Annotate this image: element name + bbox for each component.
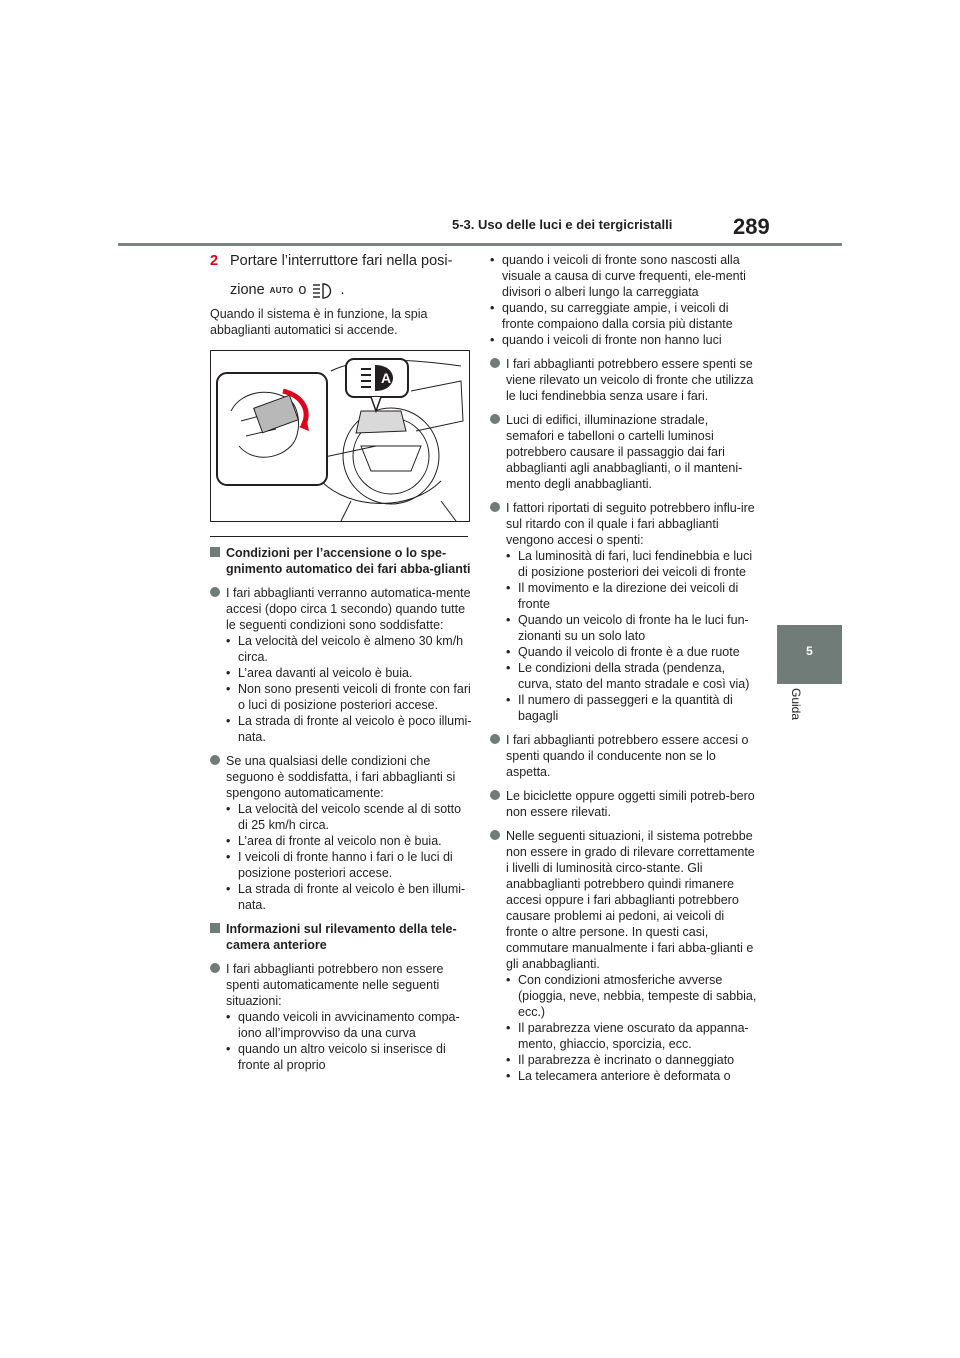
heading-text: Condizioni per l’accensione o lo spe-gnimento automatico dei fari abba-glianti (226, 546, 471, 576)
bullet-on-conditions: I fari abbaglianti verranno automatica-mente accesi (dopo circa 1 secondo) quando tutte le seguenti condizioni sono soddisfatte: • La velocità del veicolo è almeno 30 km/h circa. • L’area davanti al veicolo è buia. • Non sono presenti veicoli di fronte con fari o luci di posizione posteriori accese. • La strada di fronte al veicolo è poco illumi-nata. (210, 585, 472, 745)
indicator-note: Quando il sistema è in funzione, la spia abbaglianti automatici si accende. (210, 307, 428, 337)
bullet-ambient-lights (490, 412, 758, 492)
illustration-drawing (211, 351, 469, 521)
list-item: Il movimento e la direzione dei veicoli di fronte (518, 581, 739, 611)
bullet-dot-icon (490, 790, 500, 800)
list-item: Con condizioni atmosferiche avverse (pioggia, neve, nebbia, tempeste di sabbia, ecc.) (518, 973, 757, 1019)
list-item: Non sono presenti veicoli di fronte con fari o luci di posizione posteriori accese. (238, 682, 471, 712)
bullet-text: Luci di edifici, illuminazione stradale, semafori e tabelloni o cartelli luminosi potrebbero causare il passaggio dai fari abbaglianti agli anabbaglianti, o il manteni-mento degli anabbaglianti. (506, 413, 743, 491)
chapter-number: 5 (806, 644, 813, 658)
step-line-1: Portare l’interruttore fari nella posi- (230, 253, 453, 269)
list-item: La velocità del veicolo scende al di sotto di 25 km/h circa. (238, 802, 462, 832)
right-column: • quando i veicoli di fronte sono nascosti alla visuale a causa di curve frequenti, ele-menti divisori o alberi lungo la carreggiata • quando, su carreggiate ampie, i veicoli di fronte compaiono dalla corsia più distante • quando i veicoli di fronte non hanno luci I fari abbaglianti potrebbero essere spenti se viene rilevato un veicolo di fronte che utilizza le luci fendinebbia senza usare i fari. Luci di edifici, illuminazione stradale, semafori e tabelloni o cartelli luminosi potrebbero causare il passaggio dai fari abbaglianti agli anabbaglianti, o il manteni-mento degli anabbaglianti. I fattori riportati di seguito potrebbero influ-ire sul ritardo con il quale i fari abbaglianti vengono accesi o spenti: • La luminosità di fari, luci fendinebbia e luci di posizione posteriori dei veicoli di fronte • Il movimento e la direzione dei veicoli di fronte • Quando un veicolo di fronte ha le luci fun-zionanti su un solo lato • Quando il veicolo di fronte è a due ruote • Le condizioni della strada (pendenza, curva, stato del manto stradale e così via) • Il numero di passeggeri e la quantità di bagagli I fari abbaglianti potrebbero essere accesi o spenti quando il conducente non se lo aspetta. Le biciclette oppure oggetti simili potreb-bero non essere rilevati. Nelle seguenti situazioni, il sistema potrebbe non essere in grado di rilevare correttamente i livelli di luminosità circo-stante. Gli anabbaglianti potrebbero quindi rimanere accesi oppure i fari abbaglianti potrebbero causare problemi ai pedoni, ai veicoli di fronte o altre persone. In questi casi, commutare manualmente i fari abba-glianti e gli anabbaglianti. • Con condizioni atmosferiche avverse (pioggia, neve, nebbia, tempeste di sabbia, ecc.) • Il parabrezza viene oscurato da appanna-mento, ghiaccio, sporcizia, ecc. • Il parabrezza è incrinato o danneggiato • La telecamera anteriore è deformata o (490, 253, 757, 1083)
list-item: Il parabrezza è incrinato o danneggiato (518, 1053, 735, 1067)
auto-high-beam-icon (311, 282, 335, 300)
bullet-dot-icon (490, 830, 500, 840)
headlight-switch-illustration (210, 350, 470, 522)
left-column (210, 252, 472, 1081)
list-item: Quando un veicolo di fronte ha le luci fun-zionanti su un solo lato (518, 613, 749, 643)
list-item: L’area di fronte al veicolo non è buia. (238, 834, 442, 848)
list-item: Quando il veicolo di fronte è a due ruote (518, 645, 740, 659)
list-item: quando i veicoli di fronte non hanno luci (502, 333, 722, 347)
bullet-text: I fari abbaglianti potrebbero non essere spenti automaticamente nelle seguenti situazioni: (226, 962, 444, 1008)
bullet-text: Le biciclette oppure oggetti simili potreb-bero non essere rilevati. (506, 789, 755, 819)
list-item: La telecamera anteriore è deformata o (518, 1069, 731, 1083)
bullet-text: I fari abbaglianti verranno automatica-mente accesi (dopo circa 1 secondo) quando tutte le seguenti condizioni sono soddisfatte: (226, 586, 471, 632)
bullet-dot-icon (490, 502, 500, 512)
bullet-unexpected (490, 732, 758, 780)
bullet-delay-factors: I fattori riportati di seguito potrebbero influ-ire sul ritardo con il quale i fari abbaglianti vengono accesi o spenti: • La luminosità di fari, luci fendinebbia e luci di posizione posteriori dei veicoli di fronte • Il movimento e la direzione dei veicoli di fronte • Quando un veicolo di fronte ha le luci fun-zionanti su un solo lato • Quando il veicolo di fronte è a due ruote • Le condizioni della strada (pendenza, curva, stato del manto stradale e così via) • Il numero di passeggeri e la quantità di bagagli (490, 500, 758, 724)
list-item: Il parabrezza viene oscurato da appanna-mento, ghiaccio, sporcizia, ecc. (518, 1021, 749, 1051)
step-2 (210, 252, 472, 300)
list-item: La strada di fronte al veicolo è poco illumi-nata. (238, 714, 472, 744)
auto-symbol: AUTO (269, 286, 294, 295)
bullet-text: I fari abbaglianti potrebbero essere accesi o spenti quando il conducente non se lo aspetta. (506, 733, 749, 779)
list-item: quando i veicoli di fronte sono nascosti alla visuale a causa di curve frequenti, ele-menti divisori o alberi lungo la carreggiata (502, 253, 746, 299)
indicator-letter: A (381, 370, 392, 386)
bullet-bicycles (490, 788, 758, 820)
bullet-dot-icon (490, 414, 500, 424)
header-rule (118, 243, 842, 246)
list-item: La strada di fronte al veicolo è ben illumi-nata. (238, 882, 466, 912)
bullet-dot-icon (210, 755, 220, 765)
list-item: I veicoli di fronte hanno i fari o le luci di posizione posteriori accese. (238, 850, 453, 880)
bullet-not-off: I fari abbaglianti potrebbero non essere spenti automaticamente nelle seguenti situazioni: • quando veicoli in avvicinamento compa-iono all’improvviso da una curva • quando un altro veicolo si inserisce di fronte al proprio (210, 961, 472, 1073)
bullet-dot-icon (490, 358, 500, 368)
bullet-text: I fattori riportati di seguito potrebbero influ-ire sul ritardo con il quale i fari abbaglianti vengono accesi o spenti: (506, 501, 755, 547)
bullet-text: I fari abbaglianti potrebbero essere spenti se viene rilevato un veicolo di fronte che utilizza le luci fendinebbia senza usare i fari. (506, 357, 754, 403)
page-number: 289 (733, 214, 770, 239)
list-item: quando veicoli in avvicinamento compa-iono all’improvviso da una curva (238, 1010, 460, 1040)
bullet-dot-icon (210, 963, 220, 973)
heading-camera-detection (210, 921, 472, 953)
list-item: Il numero di passeggeri e la quantità di bagagli (518, 693, 733, 723)
step-connector: o (298, 282, 307, 298)
bullet-dot-icon (210, 587, 220, 597)
bullet-fog-lights (490, 356, 758, 404)
list-item: La luminosità di fari, luci fendinebbia e luci di posizione posteriori dei veicoli di fronte (518, 549, 753, 579)
list-item: L’area davanti al veicolo è buia. (238, 666, 413, 680)
heading-auto-conditions (210, 545, 472, 577)
section-title: 5-3. Uso delle luci e dei tergicristalli (452, 217, 673, 232)
chapter-label: Guida (789, 688, 803, 721)
bullet-brightness-detection: Nelle seguenti situazioni, il sistema potrebbe non essere in grado di rilevare correttamente i livelli di luminosità circo-stante. Gli anabbaglianti potrebbero quindi rimanere accesi oppure i fari abbaglianti potrebbero causare problemi ai pedoni, ai veicoli di fronte o altre persone. In questi casi, commutare manualmente i fari abba-glianti e gli anabbaglianti. • Con condizioni atmosferiche avverse (pioggia, neve, nebbia, tempeste di sabbia, ecc.) • Il parabrezza viene oscurato da appanna-mento, ghiaccio, sporcizia, ecc. • Il parabrezza è incrinato o danneggiato • La telecamera anteriore è deformata o (490, 828, 758, 1084)
separator (210, 536, 468, 537)
bullet-dot-icon (490, 734, 500, 744)
bullet-text: Se una qualsiasi delle condizioni che seguono è soddisfatta, i fari abbaglianti si spengono automaticamente: (226, 754, 456, 800)
heading-square-icon (210, 547, 220, 557)
list-item: quando, su carreggiate ampie, i veicoli di fronte compaiono dalla corsia più distante (502, 301, 733, 331)
step-line-2-prefix: zione (230, 282, 265, 298)
list-item: quando un altro veicolo si inserisce di fronte al proprio (238, 1042, 446, 1072)
bullet-off-conditions: Se una qualsiasi delle condizioni che seguono è soddisfatta, i fari abbaglianti si spengono automaticamente: • La velocità del veicolo scende al di sotto di 25 km/h circa. • L’area di fronte al veicolo non è buia. • I veicoli di fronte hanno i fari o le luci di posizione posteriori accese. • La strada di fronte al veicolo è ben illumi-nata. (210, 753, 472, 913)
heading-text: Informazioni sul rilevamento della tele-camera anteriore (226, 922, 457, 952)
heading-square-icon (210, 923, 220, 933)
list-item: Le condizioni della strada (pendenza, curva, stato del manto stradale e così via) (518, 661, 750, 691)
bullet-text: Nelle seguenti situazioni, il sistema potrebbe non essere in grado di rilevare correttamente i livelli di luminosità circo-stante. Gli anabbaglianti potrebbero quindi rimanere accesi oppure i fari abbaglianti potrebbero causare problemi ai pedoni, ai veicoli di fronte o altre persone. In questi casi, commutare manualmente i fari abba-glianti e gli anabbaglianti. (506, 829, 755, 971)
step-suffix: . (340, 282, 345, 298)
list-item: La velocità del veicolo è almeno 30 km/h circa. (238, 634, 464, 664)
step-number: 2 (210, 253, 219, 269)
